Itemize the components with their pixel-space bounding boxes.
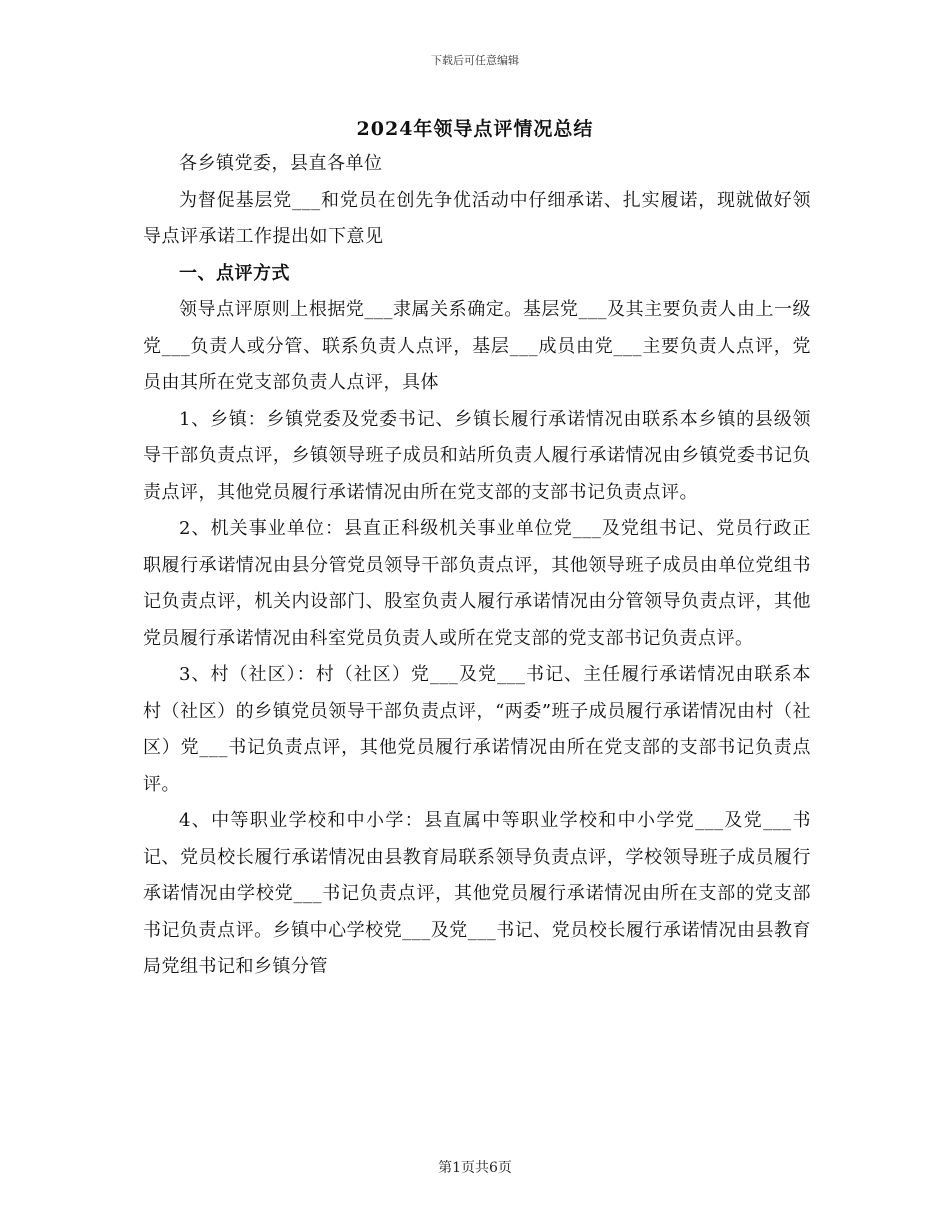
section-heading: 一、点评方式 [179, 262, 290, 284]
body-paragraph: 领导点评原则上根据党___隶属关系确定。基层党___及其主要负责人由上一级党___负责人或分管、联系负责人点评，基层___成员由党___主要负责人点评，党员由其所在党支部负责人点评，具体 [143, 299, 811, 393]
document-body [143, 146, 811, 986]
salutation-paragraph: 各乡镇党委，县直各单位 [179, 153, 383, 174]
body-paragraph: 1、乡镇：乡镇党委及党委书记、乡镇长履行承诺情况由联系本乡镇的县级领导干部负责点评，乡镇领导班子成员和站所负责人履行承诺情况由乡镇党委书记负责点评，其他党员履行承诺情况由所在党支部的支部书记负责点评。 [143, 408, 811, 503]
page-number-footer: 第1页共6页 [438, 1160, 512, 1176]
body-paragraph: 2、机关事业单位：县直正科级机关事业单位党___及党组书记、党员行政正职履行承诺情况由县分管党员领导干部负责点评，其他领导班子成员由单位党组书记负责点评，机关内设部门、股室负责人履行承诺情况由分管领导负责点评，其他党员履行承诺情况由科室党员负责人或所在党支部的党支部书记负责点评。 [143, 518, 811, 649]
intro-paragraph: 为督促基层党___和党员在创先争优活动中仔细承诺、扎实履诺，现就做好领导点评承诺工作提出如下意见 [143, 189, 811, 247]
body-paragraph: 3、村（社区）：村（社区）党___及党___书记、主任履行承诺情况由联系本村（社区）的乡镇党员领导干部负责点评，“两委”班子成员履行承诺情况由村（社区）党___书记负责点评，其他党员履行承诺情况由所在党支部的支部书记负责点评。 [143, 664, 811, 795]
document-title: 2024年领导点评情况总结 [356, 118, 594, 140]
header-note: 下载后可任意编辑 [431, 54, 519, 67]
body-paragraph: 4、中等职业学校和中小学：县直属中等职业学校和中小学党___及党___书记、党员校长履行承诺情况由县教育局联系领导负责点评，学校领导班子成员履行承诺情况由学校党___书记负责点评，其他党员履行承诺情况由所在支部的党支部书记负责点评。乡镇中心学校党___及党___书记、党员校长履行承诺情况由县教育局党组书记和乡镇分管 [143, 810, 811, 977]
